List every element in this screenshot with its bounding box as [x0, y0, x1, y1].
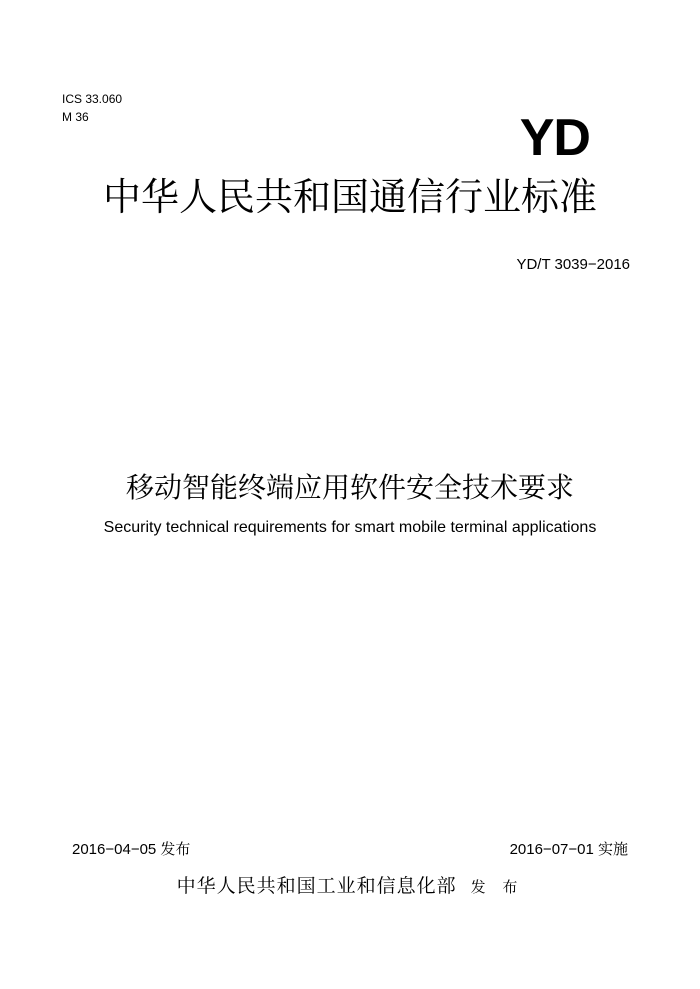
document-title-english: Security technical requirements for smart mobile terminal applications	[103, 519, 597, 536]
issuer-name: 中华人民共和国工业和信息化部	[176, 875, 457, 897]
issuing-authority	[0, 874, 700, 899]
implementation-date: 2016−07−01 实施	[509, 841, 628, 858]
publish-date: 2016−04−05 发布	[72, 841, 191, 858]
standard-number: YD/T 3039−2016	[516, 256, 630, 273]
classification-code: M 36	[62, 110, 89, 124]
ics-code: ICS 33.060	[62, 92, 123, 106]
issue-action: 发 布	[470, 878, 524, 896]
yd-logo: YD	[519, 109, 590, 167]
divider	[72, 237, 628, 238]
standard-category-title: 中华人民共和国通信行业标准	[102, 175, 597, 219]
document-title-chinese: 移动智能终端应用软件安全技术要求	[125, 471, 574, 504]
